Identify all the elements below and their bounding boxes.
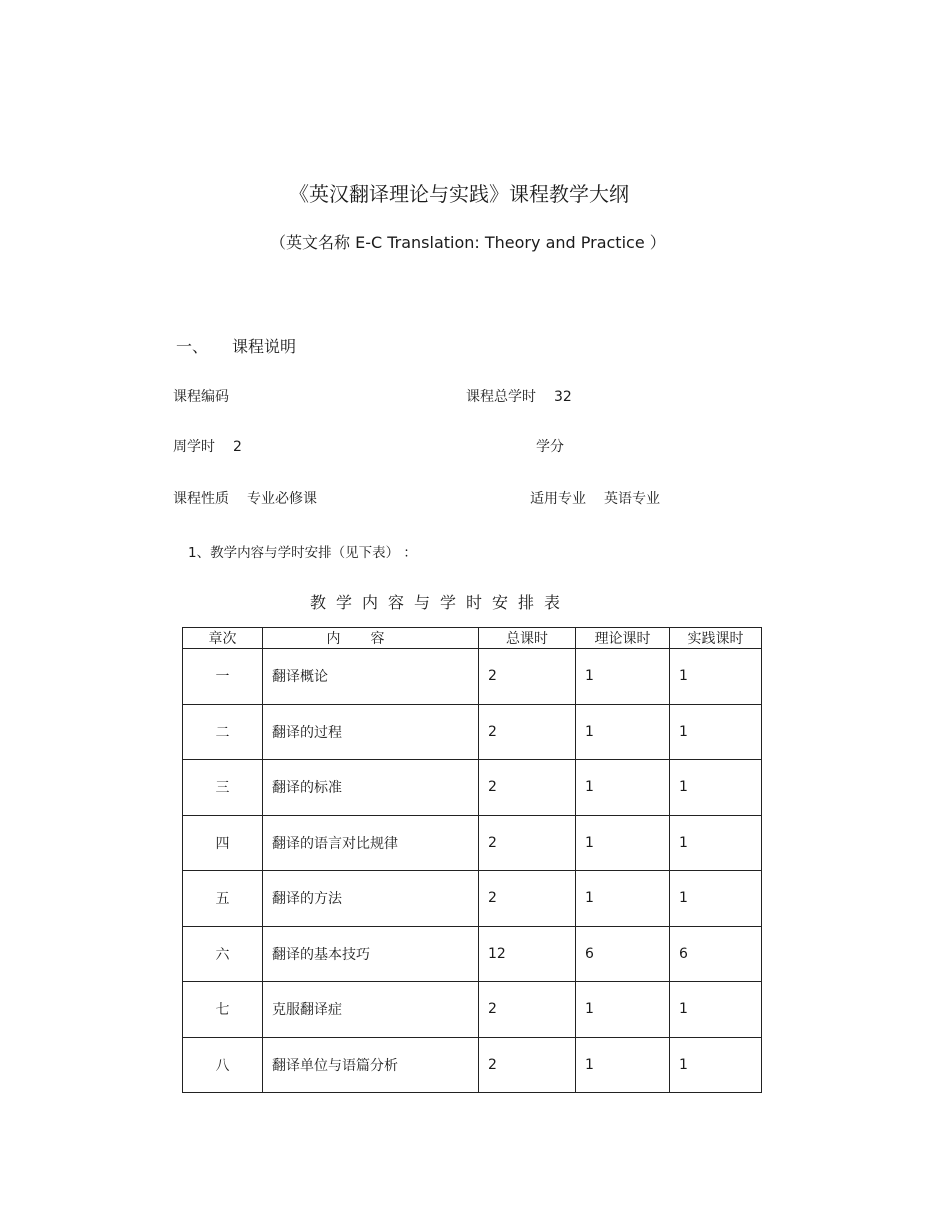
table-header-row [183,628,762,649]
section-title: 课程说明 [232,337,297,356]
theory-hours-cell: 1 [576,760,670,816]
schedule-table [182,627,762,1093]
field-total-hours [466,386,572,406]
header-cell: 章次 [183,628,263,649]
field-course-code [173,386,247,406]
section-heading [176,334,296,357]
chapter-cell: 七 [183,982,263,1038]
chapter-cell: 六 [183,926,263,982]
header-cell [263,628,479,649]
field-label: 适用专业 [530,491,586,507]
content-cell: 翻译的语言对比规律 [263,815,479,871]
field-weekly-hours [173,436,242,456]
chapter-cell: 三 [183,760,263,816]
table-title: 教学内容与学时安排表 [309,593,570,612]
table-row [183,982,762,1038]
theory-hours-cell: 1 [576,1037,670,1093]
header-cell: 理论课时 [576,628,670,649]
table-row [183,926,762,982]
total-hours-cell: 2 [479,1037,576,1093]
field-value: 32 [554,389,572,405]
practice-hours-cell: 1 [670,982,762,1038]
theory-hours-cell: 1 [576,704,670,760]
total-hours-cell: 12 [479,926,576,982]
field-label: 课程性质 [173,491,229,507]
field-label: 课程总学时 [466,389,536,405]
field-credits [536,436,582,456]
practice-hours-cell: 1 [670,871,762,927]
theory-hours-cell: 6 [576,926,670,982]
table-row [183,1037,762,1093]
field-value: 专业必修课 [247,491,317,507]
content-cell: 翻译单位与语篇分析 [263,1037,479,1093]
practice-hours-cell: 1 [670,760,762,816]
chapter-cell: 五 [183,871,263,927]
table-row [183,760,762,816]
theory-hours-cell: 1 [576,871,670,927]
field-label: 学分 [536,439,564,455]
english-name-line: （英文名称 E-C Translation: Theory and Practice ） [270,233,666,252]
content-cell: 翻译的标准 [263,760,479,816]
theory-hours-cell: 1 [576,982,670,1038]
table-row [183,871,762,927]
total-hours-cell: 2 [479,815,576,871]
field-label: 周学时 [173,439,215,455]
table-row [183,649,762,705]
chapter-cell: 四 [183,815,263,871]
content-cell: 翻译的方法 [263,871,479,927]
chapter-cell: 八 [183,1037,263,1093]
field-value: 英语专业 [604,491,660,507]
chapter-cell: 二 [183,704,263,760]
chapter-cell: 一 [183,649,263,705]
content-cell: 翻译的基本技巧 [263,926,479,982]
total-hours-cell: 2 [479,982,576,1038]
total-hours-cell: 2 [479,704,576,760]
total-hours-cell: 2 [479,649,576,705]
field-value: 2 [233,439,242,455]
practice-hours-cell: 1 [670,1037,762,1093]
theory-hours-cell: 1 [576,649,670,705]
total-hours-cell: 2 [479,871,576,927]
document-title: 《英汉翻译理论与实践》课程教学大纲 [289,182,629,206]
section-number: 一、 [176,337,209,356]
practice-hours-cell: 1 [670,815,762,871]
header-cell: 总课时 [479,628,576,649]
content-cell: 翻译的过程 [263,704,479,760]
table-row [183,815,762,871]
field-label: 课程编码 [173,389,229,405]
header-cell: 实践课时 [670,628,762,649]
header-content-label: 内容 [326,631,415,647]
practice-hours-cell: 6 [670,926,762,982]
practice-hours-cell: 1 [670,704,762,760]
practice-hours-cell: 1 [670,649,762,705]
content-cell: 克服翻译症 [263,982,479,1038]
field-course-type [173,488,317,508]
theory-hours-cell: 1 [576,815,670,871]
field-major [530,488,660,508]
table-row [183,704,762,760]
total-hours-cell: 2 [479,760,576,816]
content-cell: 翻译概论 [263,649,479,705]
item-1-text: 1、教学内容与学时安排（见下表） ： [188,545,417,561]
